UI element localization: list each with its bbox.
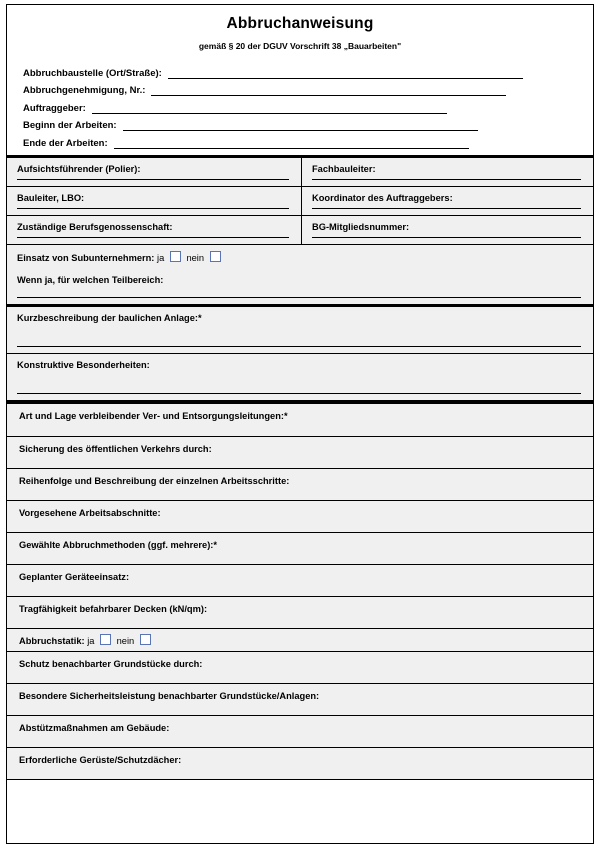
- reihenfolge-arbeitsschritte-field[interactable]: [7, 468, 593, 500]
- field-label: Geplanter Geräteeinsatz:: [19, 571, 130, 582]
- subcontractor-band: [7, 244, 593, 304]
- field-rule: [312, 208, 581, 209]
- fachbauleiter-field[interactable]: [302, 158, 593, 186]
- option-yes-label: ja: [87, 635, 95, 646]
- aufsichtsfuehrender-field[interactable]: [7, 158, 302, 186]
- field-label: Erforderliche Gerüste/Schutzdächer:: [19, 754, 182, 765]
- abbruchstatik-yes-checkbox[interactable]: [100, 634, 111, 645]
- field-label: Einsatz von Subunternehmern:: [17, 252, 155, 263]
- field-label: Auftraggeber:: [23, 102, 86, 114]
- field-label: Schutz benachbarter Grundstücke durch:: [19, 658, 203, 669]
- sheet-footer-space: [7, 780, 593, 790]
- abstuetzmassnahmen-field[interactable]: [7, 715, 593, 747]
- page-title: Abbruchanweisung: [226, 15, 374, 32]
- field-label: Ende der Arbeiten:: [23, 137, 108, 149]
- field-rule: [17, 237, 289, 238]
- koordinator-auftraggeber-field[interactable]: [302, 187, 593, 215]
- field-label: Abstützmaßnahmen am Gebäude:: [19, 722, 170, 733]
- subcontractor-teilbereich-input[interactable]: [17, 297, 581, 298]
- berufsgenossenschaft-field[interactable]: [7, 216, 302, 244]
- required-asterisk: *: [213, 539, 218, 550]
- field-label: Konstruktive Besonderheiten:: [17, 360, 150, 370]
- konstruktive-besonderheiten-input[interactable]: [17, 380, 585, 394]
- field-label: Sicherung des öffentlichen Verkehrs durch:: [19, 443, 212, 454]
- field-label: Wenn ja, für welchen Teilbereich:: [17, 274, 164, 285]
- field-label: Fachbauleiter:: [312, 163, 376, 174]
- description-band: [7, 353, 593, 400]
- writing-line: [17, 380, 581, 394]
- field-label: Reihenfolge und Beschreibung der einzelnen Arbeitsschritte:: [19, 475, 290, 486]
- field-label: Abbruchgenehmigung, Nr.:: [23, 85, 146, 96]
- subcontractor-field: [7, 245, 593, 304]
- field-label: Tragfähigkeit befahrbarer Decken (kN/qm):: [19, 603, 208, 614]
- beginn-der-arbeiten-input[interactable]: [123, 118, 478, 131]
- field-label: BG-Mitgliedsnummer:: [312, 221, 410, 232]
- sicherheitsleistung-field[interactable]: [7, 683, 593, 715]
- abbruchgenehmigung-input[interactable]: [151, 83, 506, 96]
- konstruktive-besonderheiten-field: [7, 354, 593, 400]
- abbruchstatik-no-checkbox[interactable]: [140, 634, 151, 645]
- field-label: Zuständige Berufsgenossenschaft:: [17, 221, 173, 232]
- auftraggeber-input[interactable]: [92, 101, 447, 114]
- field-label: Beginn der Arbeiten:: [23, 120, 117, 131]
- form-row: [7, 114, 593, 132]
- ver-entsorgungsleitungen-field[interactable]: [7, 404, 593, 436]
- option-no-label: nein: [186, 252, 205, 263]
- sicherung-verkehr-field[interactable]: [7, 436, 593, 468]
- schutz-grundstuecke-field[interactable]: [7, 651, 593, 683]
- field-label: Gewählte Abbruchmethoden (ggf. mehrere):: [19, 539, 214, 550]
- bauleiter-lbo-field[interactable]: [7, 187, 302, 215]
- required-asterisk: *: [197, 313, 202, 323]
- tragfaehigkeit-decken-field[interactable]: [7, 596, 593, 628]
- vorgesehene-arbeitsabschnitte-field[interactable]: [7, 500, 593, 532]
- form-row: [7, 131, 593, 149]
- field-rule: [312, 237, 581, 238]
- form-row: [7, 79, 593, 97]
- grid-band: [7, 158, 593, 186]
- form-sheet: [6, 4, 594, 844]
- option-no-label: nein: [116, 635, 135, 646]
- abbruchmethoden-field[interactable]: [7, 532, 593, 564]
- subcontractor-yes-checkbox[interactable]: [170, 251, 181, 262]
- geraeteeinsatz-field[interactable]: [7, 564, 593, 596]
- field-label: Besondere Sicherheitsleistung benachbarter Grundstücke/Anlagen:: [19, 690, 320, 701]
- grid-band: [7, 215, 593, 244]
- field-rule: [312, 179, 581, 180]
- field-label: Koordinator des Auftraggebers:: [312, 192, 453, 203]
- field-label: Abbruchstatik:: [19, 635, 85, 646]
- field-label: Kurzbeschreibung der baulichen Anlage:: [17, 313, 198, 323]
- kurzbeschreibung-input[interactable]: [17, 333, 585, 347]
- description-band: [7, 307, 593, 353]
- writing-line: [17, 333, 581, 347]
- option-yes-label: ja: [157, 252, 165, 263]
- kurzbeschreibung-field: [7, 307, 593, 353]
- page-subtitle: gemäß § 20 der DGUV Vorschrift 38 „Bauarbeiten": [198, 41, 402, 51]
- abbruchstatik-field: [7, 628, 593, 651]
- ende-der-arbeiten-input[interactable]: [114, 136, 469, 149]
- field-rule: [17, 208, 289, 209]
- top-field-group: [7, 61, 593, 155]
- required-asterisk: *: [283, 410, 288, 421]
- gerueste-schutzdaecher-field[interactable]: [7, 747, 593, 779]
- subcontractor-no-checkbox[interactable]: [210, 251, 221, 262]
- form-row: [7, 61, 593, 79]
- field-label: Abbruchbaustelle (Ort/Straße):: [23, 67, 162, 79]
- field-label: Vorgesehene Arbeitsabschnitte:: [19, 507, 161, 518]
- form-row: [7, 96, 593, 114]
- spacer: [17, 263, 585, 275]
- abbruchbaustelle-input[interactable]: [168, 66, 523, 79]
- field-label: Art und Lage verbleibender Ver- und Entsorgungsleitungen:: [19, 410, 284, 421]
- field-label: Bauleiter, LBO:: [17, 192, 85, 203]
- field-rule: [17, 179, 289, 180]
- grid-band: [7, 186, 593, 215]
- bg-mitgliedsnummer-field[interactable]: [302, 216, 593, 244]
- field-label: Aufsichtsführender (Polier):: [17, 163, 141, 174]
